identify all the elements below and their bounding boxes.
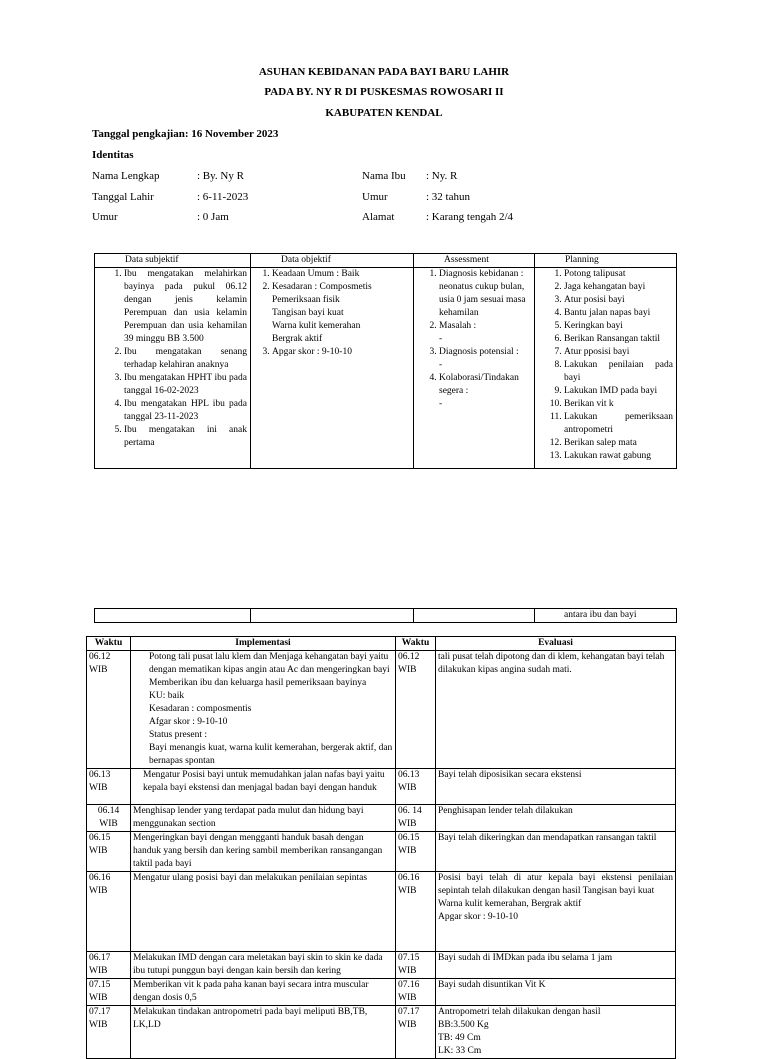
evaluasi-cell: tali pusat telah dipotong dan di klem, kehangatan bayi telah dilakukan kipas angina sudah mati. xyxy=(436,651,676,769)
planning-cell xyxy=(535,268,677,469)
objektif-list xyxy=(254,268,410,359)
header-data-subjektif: Data subjektif xyxy=(95,254,251,268)
header-implementasi: Implementasi xyxy=(131,637,396,651)
waktu-cell: 07.17 WIB xyxy=(87,1006,131,1059)
evaluasi-cell: Penghisapan lender telah dilakukan xyxy=(436,805,676,832)
implementasi-cell: Mengatur ulang posisi bayi dan melakukan penilaian sepintas xyxy=(131,872,396,952)
list-item: 10. Berikan vit k xyxy=(564,398,673,411)
table-row xyxy=(87,952,676,979)
table-row xyxy=(87,979,676,1006)
list-item: 2. Masalah : - xyxy=(439,320,531,346)
planning-continued: antara ibu dan bayi xyxy=(535,609,677,623)
doc-title-line1: ASUHAN KEBIDANAN PADA BAYI BARU LAHIR xyxy=(258,66,510,78)
table-row xyxy=(87,805,676,832)
doc-title-line3: KABUPATEN KENDAL xyxy=(325,107,443,119)
soap-table xyxy=(94,253,677,469)
umur-ibu-value: : 32 tahun xyxy=(426,191,470,203)
soap-table-continued xyxy=(94,608,677,623)
nama-ibu-value: : Ny. R xyxy=(426,170,458,182)
empty-cell xyxy=(414,609,535,623)
list-item: 3. Ibu mengatakan HPHT ibu pada tanggal 16-02-2023 xyxy=(124,372,247,398)
implementasi-cell: Potong tali pusat lalu klem dan Menjaga kehangatan bayi yaitu dengan mematikan kipas angin atau Ac dan mengeringkan bayi Memberikan ibu dan keluarga hasil pemeriksaan bayinya KU: baik Kesadaran : composmentis Afgar skor : 9-10-10 Status present : Bayi menangis kuat, warna kulit kemerahan, bergerak aktif, dan bernapas spontan xyxy=(131,651,396,769)
list-item: 2. Jaga kehangatan bayi xyxy=(564,281,673,294)
list-item: 2. Kesadaran : Composmetis Pemeriksaan fisik Tangisan bayi kuat Warna kulit kemerahan Bergrak aktif xyxy=(272,281,410,346)
tanggal-lahir-label: Tanggal Lahir xyxy=(92,191,154,203)
nama-ibu-label: Nama Ibu xyxy=(362,170,406,182)
identitas-heading: Identitas xyxy=(92,149,134,161)
list-item: 1. Potong talipusat xyxy=(564,268,673,281)
list-item: 1. Keadaan Umum : Baik xyxy=(272,268,410,281)
list-item: 4. Bantu jalan napas bayi xyxy=(564,307,673,320)
waktu-cell: 06.16 WIB xyxy=(87,872,131,952)
evaluasi-cell: Bayi telah dikeringkan dan mendapatkan ransangan taktil xyxy=(436,832,676,872)
header-data-objektif: Data objektif xyxy=(251,254,414,268)
implementasi-cell: Mengatur Posisi bayi untuk memudahkan jalan nafas bayi yaitu kepala bayi ekstensi dan menjagal badan bayi dengan handuk xyxy=(131,769,396,805)
tanggal-lahir-value: : 6-11-2023 xyxy=(197,191,249,203)
evaluasi-cell: Bayi sudah disuntikan Vit K xyxy=(436,979,676,1006)
list-item: 4. Ibu mengatakan HPL ibu pada tanggal 23-11-2023 xyxy=(124,398,247,424)
waktu-cell: 07.15 WIB xyxy=(396,952,436,979)
doc-title-line2: PADA BY. NY R DI PUSKESMAS ROWOSARI II xyxy=(264,86,504,98)
waktu-cell: 07.17 WIB xyxy=(396,1006,436,1059)
implementasi-cell: Melakukan tindakan antropometri pada bayi meliputi BB,TB, LK,LD xyxy=(131,1006,396,1059)
header-planning: Planning xyxy=(535,254,677,268)
list-item: 9. Lakukan IMD pada bayi xyxy=(564,385,673,398)
umur-label: Umur xyxy=(92,211,118,223)
waktu-cell: 07.16 WIB xyxy=(396,979,436,1006)
implementasi-cell: Melakukan IMD dengan cara meletakan bayi skin to skin ke dada ibu tutupi punggun bayi dengan kain bersih dan kering xyxy=(131,952,396,979)
evaluasi-cell: Bayi telah diposisikan secara ekstensi xyxy=(436,769,676,805)
waktu-cell: 06.14 WIB xyxy=(87,805,131,832)
objektif-cell xyxy=(251,268,414,469)
table-row xyxy=(87,651,676,769)
assessment-cell xyxy=(414,268,535,469)
waktu-cell: 06.15 WIB xyxy=(87,832,131,872)
waktu-cell: 06. 14 WIB xyxy=(396,805,436,832)
waktu-cell: 06.17 WIB xyxy=(87,952,131,979)
header-waktu-eval: Waktu xyxy=(396,637,436,651)
implementasi-cell: Mengeringkan bayi dengan mengganti handuk basah dengan handuk yang bersih dan kering sambil memberikan ransangangan taktil pada bayi xyxy=(131,832,396,872)
waktu-cell: 06.16 WIB xyxy=(396,872,436,952)
list-item: 5. Ibu mengatakan ini anak pertama xyxy=(124,424,247,450)
list-item: 7. Atur pposisi bayi xyxy=(564,346,673,359)
list-item: 8. Lakukan penilaian pada bayi xyxy=(564,359,673,385)
umur-ibu-label: Umur xyxy=(362,191,388,203)
implementasi-cell: Menghisap lender yang terdapat pada mulut dan hidung bayi menggunakan section xyxy=(131,805,396,832)
evaluasi-cell: Posisi bayi telah di atur kepala bayi ekstensi penilaian sepintah telah dilakukan dengan hasil Tangisan bayi kuat Warna kulit kemerahan, Bergrak aktif Apgar skor : 9-10-10 xyxy=(436,872,676,952)
subjektif-list xyxy=(98,268,247,450)
header-evaluasi: Evaluasi xyxy=(436,637,676,651)
list-item: 12. Berikan salep mata xyxy=(564,437,673,450)
waktu-cell: 07.15 WIB xyxy=(87,979,131,1006)
list-item: 3. Diagnosis potensial : - xyxy=(439,346,531,372)
evaluasi-cell: Bayi sudah di IMDkan pada ibu selama 1 jam xyxy=(436,952,676,979)
waktu-cell: 06.15 WIB xyxy=(396,832,436,872)
evaluasi-cell: Antropometri telah dilakukan dengan hasil BB:3.500 Kg TB: 49 Cm LK: 33 Cm xyxy=(436,1006,676,1059)
waktu-cell: 06.13 WIB xyxy=(396,769,436,805)
umur-value: : 0 Jam xyxy=(197,211,229,223)
list-item: 6. Berikan Ransangan taktil xyxy=(564,333,673,346)
alamat-value: : Karang tengah 2/4 xyxy=(426,211,514,223)
list-item: 1. Diagnosis kebidanan : neonatus cukup bulan, usia 0 jam sesuai masa kehamilan xyxy=(439,268,531,320)
list-item: 1. Ibu mengatakan melahirkan bayinya pada pukul 06.12 dengan jenis kelamin Perempuan dan usia kelamin Perempuan dan usia kehamilan 39 minggu BB 3.500 xyxy=(124,268,247,346)
subjektif-cell xyxy=(95,268,251,469)
alamat-label: Alamat xyxy=(362,211,395,223)
nama-lengkap-value: : By. Ny R xyxy=(197,170,244,182)
list-item: 11. Lakukan pemeriksaan antropometri xyxy=(564,411,673,437)
list-item: 3. Apgar skor : 9-10-10 xyxy=(272,346,410,359)
planning-list xyxy=(538,268,673,463)
empty-cell xyxy=(95,609,251,623)
header-waktu: Waktu xyxy=(87,637,131,651)
list-item: 3. Atur posisi bayi xyxy=(564,294,673,307)
table-row xyxy=(87,832,676,872)
nama-lengkap-label: Nama Lengkap xyxy=(92,170,160,182)
waktu-cell: 06.13 WIB xyxy=(87,769,131,805)
implementasi-table xyxy=(86,636,676,1059)
table-row xyxy=(87,872,676,952)
list-item: 4. Kolaborasi/Tindakan segera : - xyxy=(439,372,531,411)
table-row xyxy=(87,1006,676,1059)
assessment-list xyxy=(417,268,531,411)
list-item: 13. Lakukan rawat gabung xyxy=(564,450,673,463)
waktu-cell: 06.12 WIB xyxy=(396,651,436,769)
list-item: 2. Ibu mengatakan senang terhadap kelahiran anaknya xyxy=(124,346,247,372)
header-assessment: Assessment xyxy=(414,254,535,268)
implementasi-cell: Memberikan vit k pada paha kanan bayi secara intra muscular dengan dosis 0,5 xyxy=(131,979,396,1006)
empty-cell xyxy=(251,609,414,623)
waktu-cell: 06.12 WIB xyxy=(87,651,131,769)
table-row xyxy=(87,769,676,805)
list-item: 5. Keringkan bayi xyxy=(564,320,673,333)
tanggal-pengkajian: Tanggal pengkajian: 16 November 2023 xyxy=(92,128,279,140)
